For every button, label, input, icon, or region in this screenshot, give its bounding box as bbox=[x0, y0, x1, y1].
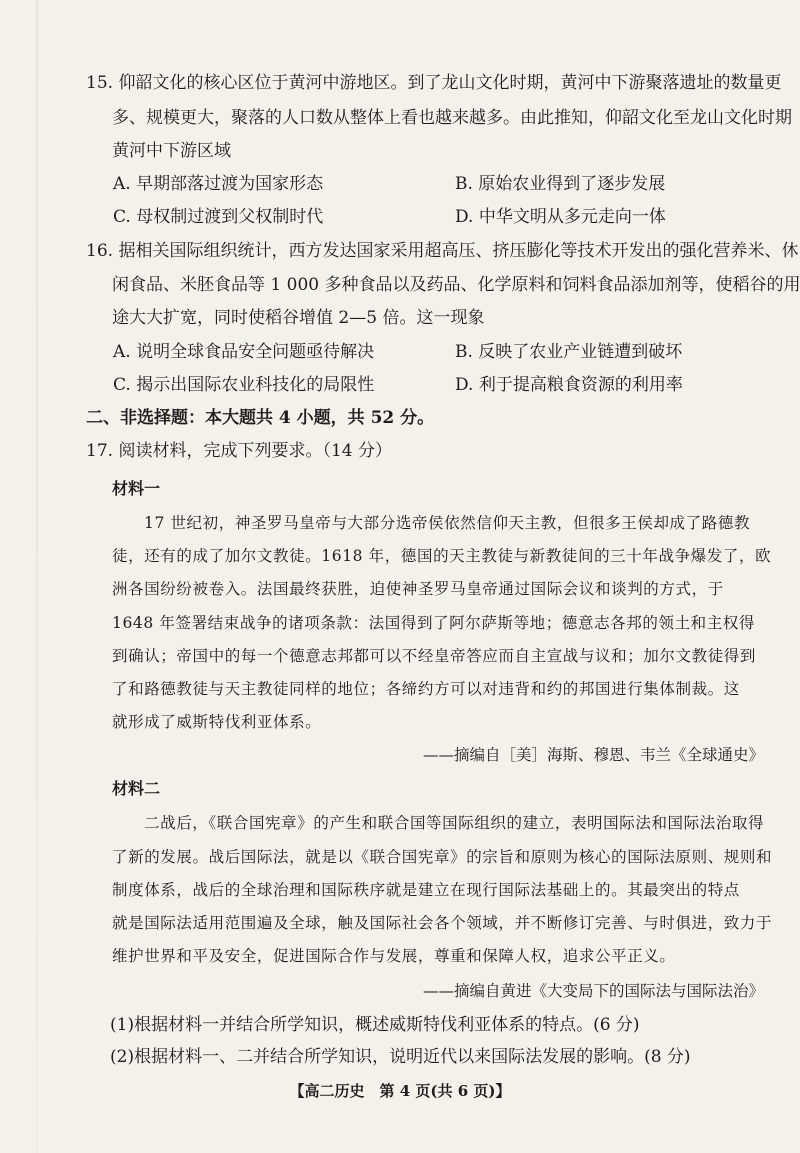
q16-stem-line-3: 途大大扩宽，同时使稻谷增值 2—5 倍。这一现象 bbox=[112, 308, 485, 328]
q15-stem-line-3: 黄河中下游区域 bbox=[112, 141, 231, 161]
material-1-line-3: 洲各国纷纷被卷入。法国最终获胜，迫使神圣罗马皇帝通过国际会议和谈判的方式，于 bbox=[112, 580, 724, 598]
q17-sub-question-1: (1)根据材料一并结合所学知识，概述威斯特伐利亚体系的特点。(6 分) bbox=[110, 1015, 640, 1035]
material-1-line-2: 徒，还有的成了加尔文教徒。1618 年，德国的天主教徒与新教徒间的三十年战争爆发了，欧 bbox=[112, 547, 772, 565]
q15-option-a: A. 早期部落过渡为国家形态 bbox=[113, 174, 324, 194]
material-2-line-4: 就是国际法适用范围遍及全球，触及国际社会各个领域，并不断修订完善、与时俱进，致力于 bbox=[112, 914, 773, 932]
page-edge-shadow bbox=[36, 0, 38, 1153]
material-1-line-4: 1648 年签署结束战争的诸项条款：法国得到了阿尔萨斯等地；德意志各邦的领土和主权得 bbox=[112, 614, 756, 632]
q17-stem: 17. 阅读材料，完成下列要求。（14 分） bbox=[86, 441, 392, 461]
material-1-line-6: 了和路德教徒与天主教徒同样的地位；各缔约方可以对违背和约的邦国进行集体制裁。这 bbox=[112, 680, 740, 698]
material-2-line-5: 维护世界和平及安全，促进国际合作与发展，尊重和保障人权，追求公平正义。 bbox=[112, 947, 676, 965]
q17-sub-question-2: (2)根据材料一、二并结合所学知识，说明近代以来国际法发展的影响。(8 分) bbox=[110, 1047, 691, 1067]
q15-stem-line-2: 多、规模更大，聚落的人口数从整体上看也越来越多。由此推知，仰韶文化至龙山文化时期 bbox=[112, 108, 792, 128]
material-2-line-3: 制度体系，战后的全球治理和国际秩序就是建立在现行国际法基础上的。其最突出的特点 bbox=[112, 881, 740, 899]
q16-stem-line-2: 闲食品、米胚食品等 1 000 多种食品以及药品、化学原料和饲料食品添加剂等，使稻谷的用 bbox=[112, 275, 800, 295]
material-1-title: 材料一 bbox=[112, 479, 161, 498]
material-2-title: 材料二 bbox=[112, 779, 161, 798]
q16-option-b: B. 反映了农业产业链遭到破坏 bbox=[455, 342, 683, 362]
q15-stem-line-1: 15. 仰韶文化的核心区位于黄河中游地区。到了龙山文化时期，黄河中下游聚落遗址的数量更 bbox=[86, 73, 782, 93]
q15-option-d: D. 中华文明从多元走向一体 bbox=[455, 207, 666, 227]
q15-option-b: B. 原始农业得到了逐步发展 bbox=[455, 174, 666, 194]
q16-option-c: C. 揭示出国际农业科技化的局限性 bbox=[113, 375, 375, 395]
material-2-line-2: 了新的发展。战后国际法，就是以《联合国宪章》的宗旨和原则为核心的国际法原则、规则和 bbox=[112, 848, 773, 866]
material-2-source: ——摘编自黄进《大变局下的国际法与国际法治》 bbox=[422, 982, 764, 1000]
material-1-source: ——摘编自［美］海斯、穆恩、韦兰《全球通史》 bbox=[422, 746, 764, 764]
material-1-line-1: 17 世纪初，神圣罗马皇帝与大部分选帝侯依然信仰天主教，但很多王侯却成了路德教 bbox=[144, 514, 751, 532]
q15-option-c: C. 母权制过渡到父权制时代 bbox=[113, 207, 324, 227]
material-2-line-1: 二战后，《联合国宪章》的产生和联合国等国际组织的建立，表明国际法和国际法治取得 bbox=[144, 814, 765, 832]
page-footer: 【高二历史 第 4 页(共 6 页)】 bbox=[289, 1082, 511, 1100]
q16-option-d: D. 利于提高粮食资源的利用率 bbox=[455, 375, 683, 395]
q16-stem-line-1: 16. 据相关国际组织统计，西方发达国家采用超高压、挤压膨化等技术开发出的强化营养米、休 bbox=[86, 241, 799, 261]
section-2-header: 二、非选择题：本大题共 4 小题，共 52 分。 bbox=[86, 408, 435, 428]
material-1-line-5: 到确认；帝国中的每一个德意志邦都可以不经皇帝答应而自主宣战与议和；加尔文教徒得到 bbox=[112, 647, 757, 665]
q16-option-a: A. 说明全球食品安全问题亟待解决 bbox=[113, 342, 375, 362]
material-1-line-7: 就形成了威斯特伐利亚体系。 bbox=[112, 713, 322, 731]
